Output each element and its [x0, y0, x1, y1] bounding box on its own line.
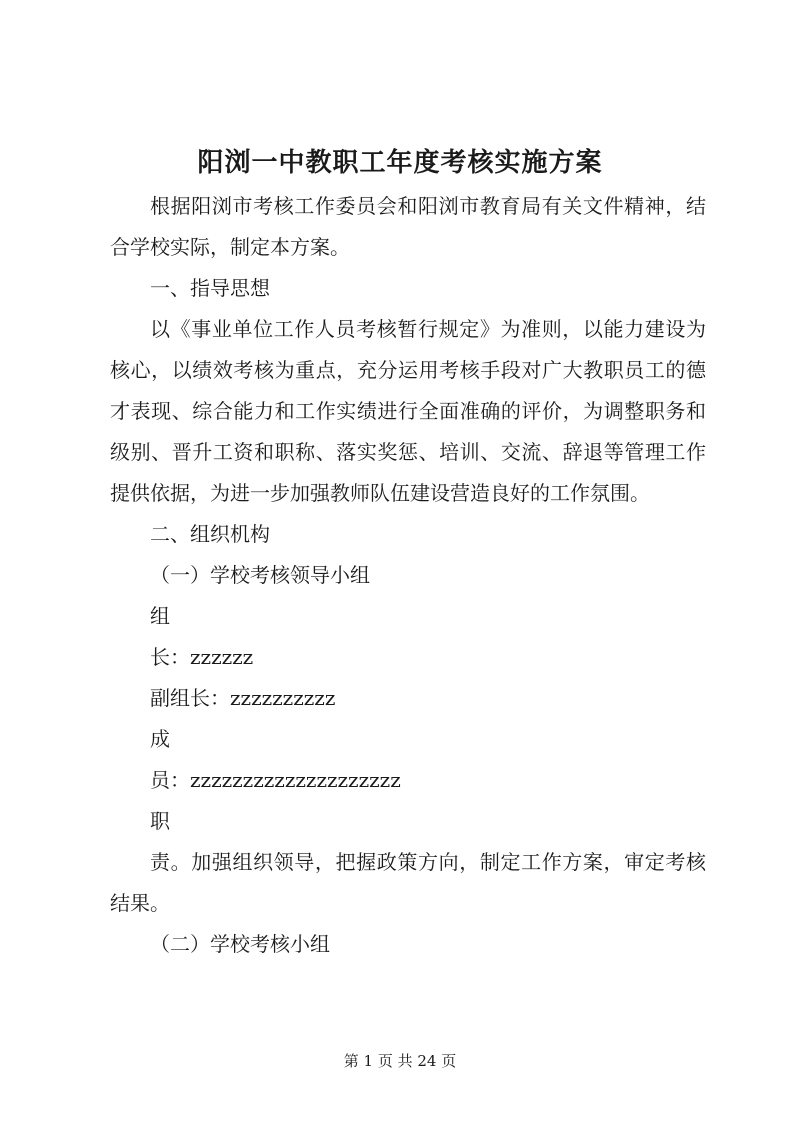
- deputy-leader-line: 副组长：zzzzzzzzzz: [150, 686, 336, 710]
- section-heading-guiding-ideology: 一、指导思想: [150, 276, 270, 300]
- subsection-heading-assessment-group: （二）学校考核小组: [150, 932, 330, 956]
- guiding-ideology-paragraph: 以《事业单位工作人员考核暂行规定》为准则，以能力建设为核心，以绩效考核为重点，充分运用考核手段对广大教职员工的德才表现、综合能力和工作实绩进行全面准确的评价，为调整职务和级别、晋升工资和职称、落实奖惩、培训、交流、辞退等管理工作提供依据，为进一步加强教师队伍建设营造良好的工作氛围。: [110, 317, 706, 505]
- duties-label-fragment: 职: [150, 809, 170, 833]
- duties-paragraph: 责。加强组织领导，把握政策方向，制定工作方案，审定考核结果。: [110, 850, 706, 915]
- members-label-fragment: 成: [150, 727, 170, 751]
- intro-paragraph: 根据阳浏市考核工作委员会和阳浏市教育局有关文件精神，结合学校实际，制定本方案。: [110, 194, 706, 259]
- document-body: [110, 186, 706, 965]
- leader-label-fragment: 组: [150, 604, 170, 628]
- section-heading-organization: 二、组织机构: [150, 522, 270, 546]
- members-line: 员：zzzzzzzzzzzzzzzzzzzz: [150, 768, 401, 792]
- subsection-heading-leadership-group: （一）学校考核领导小组: [150, 563, 370, 587]
- page-number-footer: 第 1 页 共 24 页: [343, 1052, 457, 1070]
- document-title: 阳浏一中教职工年度考核实施方案: [197, 148, 603, 178]
- leader-line: 长：zzzzzz: [150, 645, 254, 669]
